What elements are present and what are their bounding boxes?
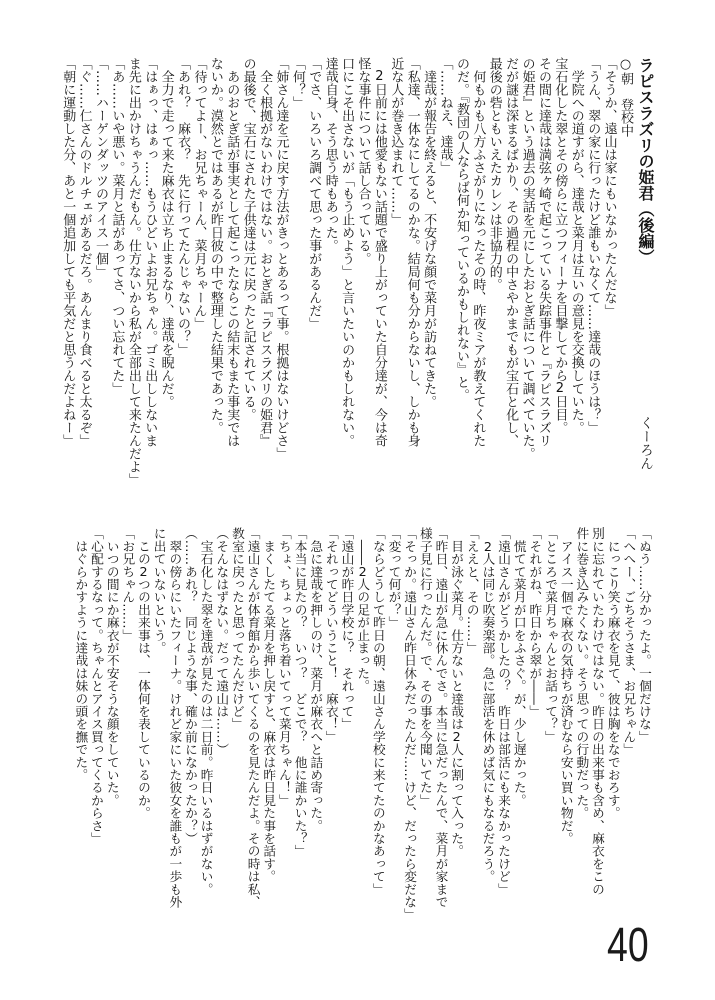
text-line: 「変って何が？」 (386, 527, 402, 629)
text-line: 近な人が巻き込まれて……」 (388, 57, 404, 226)
text-line: 全く根拠がないわけではない。おとぎ話『ラピスラズリの姫君』 (257, 57, 273, 447)
text-line: 「待ってよー、お兄ちゃーん、菜月ちゃーん」 (191, 57, 207, 330)
text-line: 「ええと、その……」 (464, 527, 480, 654)
text-line: 急に達哉を押しのけ、菜月が麻衣へと詰め寄った。 (308, 527, 324, 832)
text-line: ○朝 登校中 (618, 57, 633, 137)
text-line: 「はぁっ、はぁっ……もうひどいよお兄ちゃん。ゴミ出ししないま (142, 57, 158, 447)
text-line: 全力で走って来た麻衣は立ち止まるなり、達哉を睨んだ。 (158, 57, 174, 408)
text-line: 「心配するなって。ちゃんとアイス買ってくるからさ」 (89, 527, 105, 845)
text-line: 「へへー、ごちそうさま、お兄ちゃん」 (621, 527, 637, 756)
text-line: （……あれ？ 同じような事、確か前になかったか？） (182, 527, 198, 845)
text-line: 「ぐ……仁さんのドルチェがあるだろ。あんまり食べると太るぞ」 (76, 57, 92, 447)
text-line: はぐらかすように達哉は妹の頭を撫でた。 (73, 527, 89, 781)
text-line: の姫君』という過去の実話を元にしたおとぎ話について調べていた。 (519, 57, 535, 460)
text-line: 「姉さん達を元に戻す方法がきっとあるって事。根拠はないけどさ」 (273, 57, 289, 460)
text-line: 「ところで菜月ちゃんとお話って？」 (543, 527, 559, 743)
text-line: まくしたてる菜月を押し戻すと、麻衣は昨日見た事を話す。 (261, 527, 277, 883)
text-line: いつの間にか麻衣が不安そうな顔をしていた。 (104, 527, 120, 807)
text-line: その間に達哉は満弦ヶ崎で起こっている失踪事件と『ラピスラズリ (535, 57, 551, 447)
text-line: 「でさ、いろいろ調べて思った事があるんだ」 (306, 57, 322, 330)
text-line: に出ていないという。 (151, 527, 167, 654)
text-line: 何もかも八方ふさがりになったその時、昨夜ミアが教えてくれた (470, 57, 486, 447)
text-line: 別に忘れていたわけではない。昨日の出来事も含め、麻衣をこの (590, 527, 606, 896)
text-line: 怪な事件について話し合っている。 (355, 57, 371, 265)
text-line: 最後の砦ともいえたカレンは非協力的。 (486, 57, 502, 291)
story-title: ラピスラズリの姫君（後編） (636, 57, 655, 265)
upright-digit: 2 (555, 382, 565, 395)
text-line: 学院への道すがら、達哉と菜月は互いの意見を交換していた。 (568, 57, 584, 434)
text-line: 慌てて菜月が口をふさぐ。が、少し遅かった。 (511, 527, 527, 807)
text-line: 「ちょ、ちょっと落ち着いてって菜月ちゃん！」 (276, 527, 292, 807)
text-line: 目が泳ぐ菜月。仕方ないと達哉は2人に割って入った。 (449, 527, 465, 858)
text-line: だが謎は深まるばかり、その過程の中さやかまでもが宝石と化し、 (503, 57, 519, 447)
text-line: 「そっか。遠山さん昨日休みだったんだ……けど、だったら変だな」 (402, 527, 418, 921)
text-line: 達哉が報告を終えると、不安げな顔で菜月が訪ねてきた。 (421, 57, 437, 408)
text-line: 「……ねえ、達哉」 (437, 57, 453, 174)
text-line: 「昨日、遠山が急に休んでさ。本当に急だったんで、菜月が家まで (433, 527, 449, 908)
text-line: 「それってどういうこと！ 麻衣！」 (323, 527, 339, 743)
text-line: （そんなはずない。だって遠山は……） (214, 527, 230, 756)
text-line: のだ。『教団の人ならば何か知っているかもしれない』と。 (453, 57, 469, 402)
text-line: あのおとぎ話が事実として起こったならこの結末もまた事実では (224, 57, 240, 447)
text-line: 件に巻き込みたくない。そう思っての行動だった。 (574, 527, 590, 820)
text-line: 「朝に運動した分、あと一個追加しても平気だと思うんだよねー」 (60, 57, 76, 447)
text-line: ――2人の足が止まった。 (355, 527, 371, 693)
text-line: ま先に出かけちゃうんだもん。仕方ないから私が全部出して来たんだよ」 (125, 57, 141, 486)
text-line: アイス一個で麻衣の気持ちが済むなら安い買い物だ。 (558, 527, 574, 845)
text-line: 「……ハーゲンダッツのアイス一個」 (93, 57, 108, 278)
upright-digit: 2 (483, 539, 492, 553)
text-line: 「それがね、昨日から翠が――」 (527, 527, 543, 718)
text-line: 「うん、翠の家に行ったけど誰もいなくて……達哉のほうは？」 (585, 57, 601, 434)
text-line: 翠の傍らにいたフィーナ。けれど家にいた彼女を誰もが一歩も外 (167, 527, 183, 908)
upright-digit: 2 (358, 565, 367, 578)
page-number: 40 (607, 919, 649, 972)
text-line: の最後で、宝石にされた子供達は元に戻ったと記されている。 (240, 57, 256, 421)
text-line: 「遠山さんがどうかしたの？ 昨日は部活にも来なかったけど」 (496, 527, 512, 896)
text-line: 「あ……いや悪い。菜月と話があってさ、つい忘れてた」 (109, 57, 125, 395)
text-line: 「何？」 (289, 57, 305, 109)
text-line: 「あれ？ 麻衣？ 先に行ってたんじゃないの？」 (175, 57, 191, 356)
text-line: 「本当に見たの？ いつ？ どこで？ 他に誰かいた？」 (292, 527, 308, 858)
upright-digit: 2 (139, 565, 148, 578)
text-line: ないか。漠然とではあるが昨日彼の中で整理した結果であった。 (207, 57, 223, 434)
text-line: 「遠山が昨日学校に？ それって」 (339, 527, 355, 731)
text-line: 「ぬう……分かったよ。一個だけな」 (637, 527, 652, 743)
top-text-block (59, 57, 633, 486)
text-line: 「お兄ちゃん……」 (120, 527, 136, 642)
text-line: 教室に戻ったと思ってたんだけど」 (229, 527, 245, 731)
text-line: 達哉自身、そう思う時もあった。 (322, 57, 338, 252)
text-line: 宝石化した翠を達哉が見たのは二日前。昨日いるはずがない。 (198, 527, 214, 896)
text-line: 「遠山さんが体育館から歩いてくるのを見たんだよ。その時は私、 (245, 527, 261, 908)
upright-digit: 2 (375, 70, 384, 83)
text-line: この2つの出来事は、一体何を表しているのか。 (136, 527, 151, 820)
text-line: 2人は同じ吹奏楽部。急に部活を休めば気にもなるだろう。 (480, 539, 496, 883)
text-line: にっこり笑う麻衣を見て、彼は胸をなでおろす。 (605, 527, 621, 820)
text-line: 2日前には他愛もない話題で盛り上がっていた自分達が、今は奇 (371, 70, 387, 447)
author-name: くーろん (637, 416, 653, 470)
text-line: 「私達、一体なにしてるのかな。結局何も分からないし、しかも身 (404, 57, 420, 447)
text-line: 「ならどうして昨日の朝、遠山さん学校に来てたのかなあって」 (370, 527, 386, 896)
bottom-text-block (73, 527, 652, 927)
text-line: 「そうか、遠山は家にもいなかったんだな」 (601, 57, 617, 317)
upright-digit: 2 (452, 730, 461, 743)
text-line: 宝石化した翠とその傍らに立つフィーナを目撃してから2日目。 (552, 57, 568, 434)
text-line: 様子見に行ったんだ。で、その事を今聞いてた」 (417, 527, 433, 807)
text-line: 口にこそ出さないが「もう止めよう」と言いたいのかもしれない。 (339, 57, 355, 447)
